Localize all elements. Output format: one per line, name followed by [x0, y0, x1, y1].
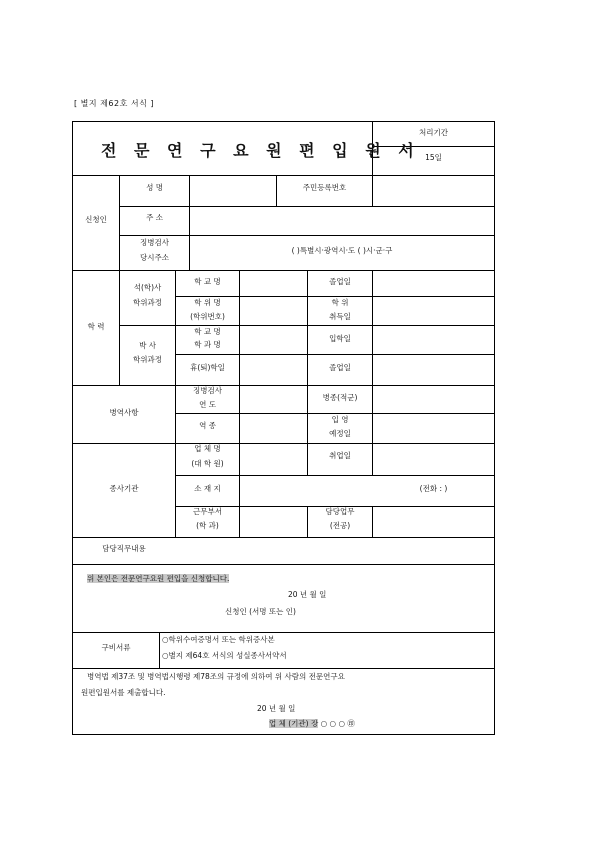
- admission-date-label: 입학일: [329, 334, 351, 343]
- master-course-label-2: 학위과정: [133, 298, 162, 307]
- name-field[interactable]: [190, 177, 276, 205]
- branch-label: 병종(적군): [322, 393, 358, 402]
- rrn-field[interactable]: [373, 177, 494, 205]
- recommendation-date: 20 년 월 일: [257, 704, 296, 713]
- attachment-item-1: ○학위수여증명서 또는 학위증사본: [162, 635, 275, 644]
- company-name-label-1: 업 체 명: [194, 444, 221, 453]
- form-reference: [ 별지 제62호 서식 ]: [74, 99, 154, 108]
- company-head-signature[interactable]: [269, 718, 355, 730]
- duty-content-field[interactable]: [176, 539, 494, 563]
- address-label: 주 소: [146, 213, 163, 222]
- company-head-seal: ○ ○ ○ ㊞: [320, 719, 355, 728]
- degree-name-label: 학 위 명: [194, 298, 221, 307]
- doctor-graduation-label: 졸업일: [329, 363, 351, 372]
- company-head-label: 업 체 (기관) 장: [269, 719, 319, 728]
- doctor-course-label-1: 박 사: [139, 341, 156, 350]
- school-name-label: 학 교 명: [194, 277, 221, 286]
- employer-section-label: 종사기관: [109, 484, 139, 493]
- exam-address-label-2: 당시주소: [140, 253, 169, 262]
- attachment-item-2: ○별지 제64호 서식의 성실종사서약서: [162, 651, 287, 660]
- department-label-1: 근무부서: [193, 507, 222, 516]
- exam-year-label-1: 징병검사: [193, 386, 222, 395]
- degree-date-label-2: 취득일: [329, 312, 351, 321]
- exam-year-label-2: 연 도: [199, 400, 216, 409]
- doctor-school-label: 학 교 명: [194, 327, 221, 336]
- doctor-dept-label: 학 과 명: [194, 340, 221, 349]
- recommendation-text-line-2: 원편입원서를 제출합니다.: [81, 688, 166, 697]
- doctor-course-label-2: 학위과정: [133, 355, 162, 364]
- address-field[interactable]: [190, 208, 494, 234]
- duty-label-2: (전공): [329, 521, 351, 530]
- service-type-label: 역 종: [199, 421, 216, 430]
- degree-date-label-1: 학 위: [331, 298, 349, 307]
- processing-period-value: 15일: [425, 153, 442, 162]
- exam-address-label-1: 징병검사: [140, 238, 169, 247]
- form-title: 전 문 연 구 요 원 편 입 원 서: [101, 141, 420, 160]
- application-statement: 위 본인은 전문연구요원 편입을 신청합니다.: [87, 574, 230, 583]
- education-section-label: 학 력: [87, 322, 105, 331]
- military-section-label: 병역사항: [109, 408, 139, 417]
- duty-content-label: 담당직무내용: [102, 544, 146, 553]
- graduation-date-label: 졸업일: [329, 277, 351, 286]
- processing-period-label: 처리기간: [419, 128, 448, 137]
- attachments-label: 구비서류: [101, 643, 131, 652]
- hire-date-label: 취업일: [329, 451, 351, 460]
- application-form: [72, 121, 495, 735]
- master-course-label-1: 석(학)사: [133, 283, 162, 292]
- applicant-signature[interactable]: 신청인 (서명 또는 인): [225, 607, 296, 616]
- department-label-2: (학 과): [196, 521, 219, 530]
- duty-label-1: 담당업무: [325, 507, 355, 516]
- location-label: 소 재 지: [194, 484, 221, 493]
- phone-field[interactable]: (전화 : ): [419, 484, 448, 493]
- leave-date-label: 휴(퇴)학일: [190, 363, 225, 372]
- rrn-label: 주민등록번호: [302, 183, 347, 192]
- application-date: 20 년 월 일: [288, 590, 327, 599]
- exam-address-value[interactable]: ( )특별시·광역시·도 ( )시·군·구: [291, 246, 393, 255]
- name-label: 성 명: [146, 183, 163, 192]
- enlist-date-label-2: 예정일: [329, 429, 351, 438]
- applicant-section-label: 신청인: [85, 215, 107, 224]
- enlist-date-label-1: 입 영: [331, 415, 349, 424]
- company-name-label-2: (대 학 원): [191, 459, 224, 468]
- recommendation-text-line-1: 병역법 제37조 및 병역법시행령 제78조의 규정에 의하여 위 사람의 전문연구요: [87, 672, 345, 681]
- degree-number-label: (학위번호): [190, 312, 225, 321]
